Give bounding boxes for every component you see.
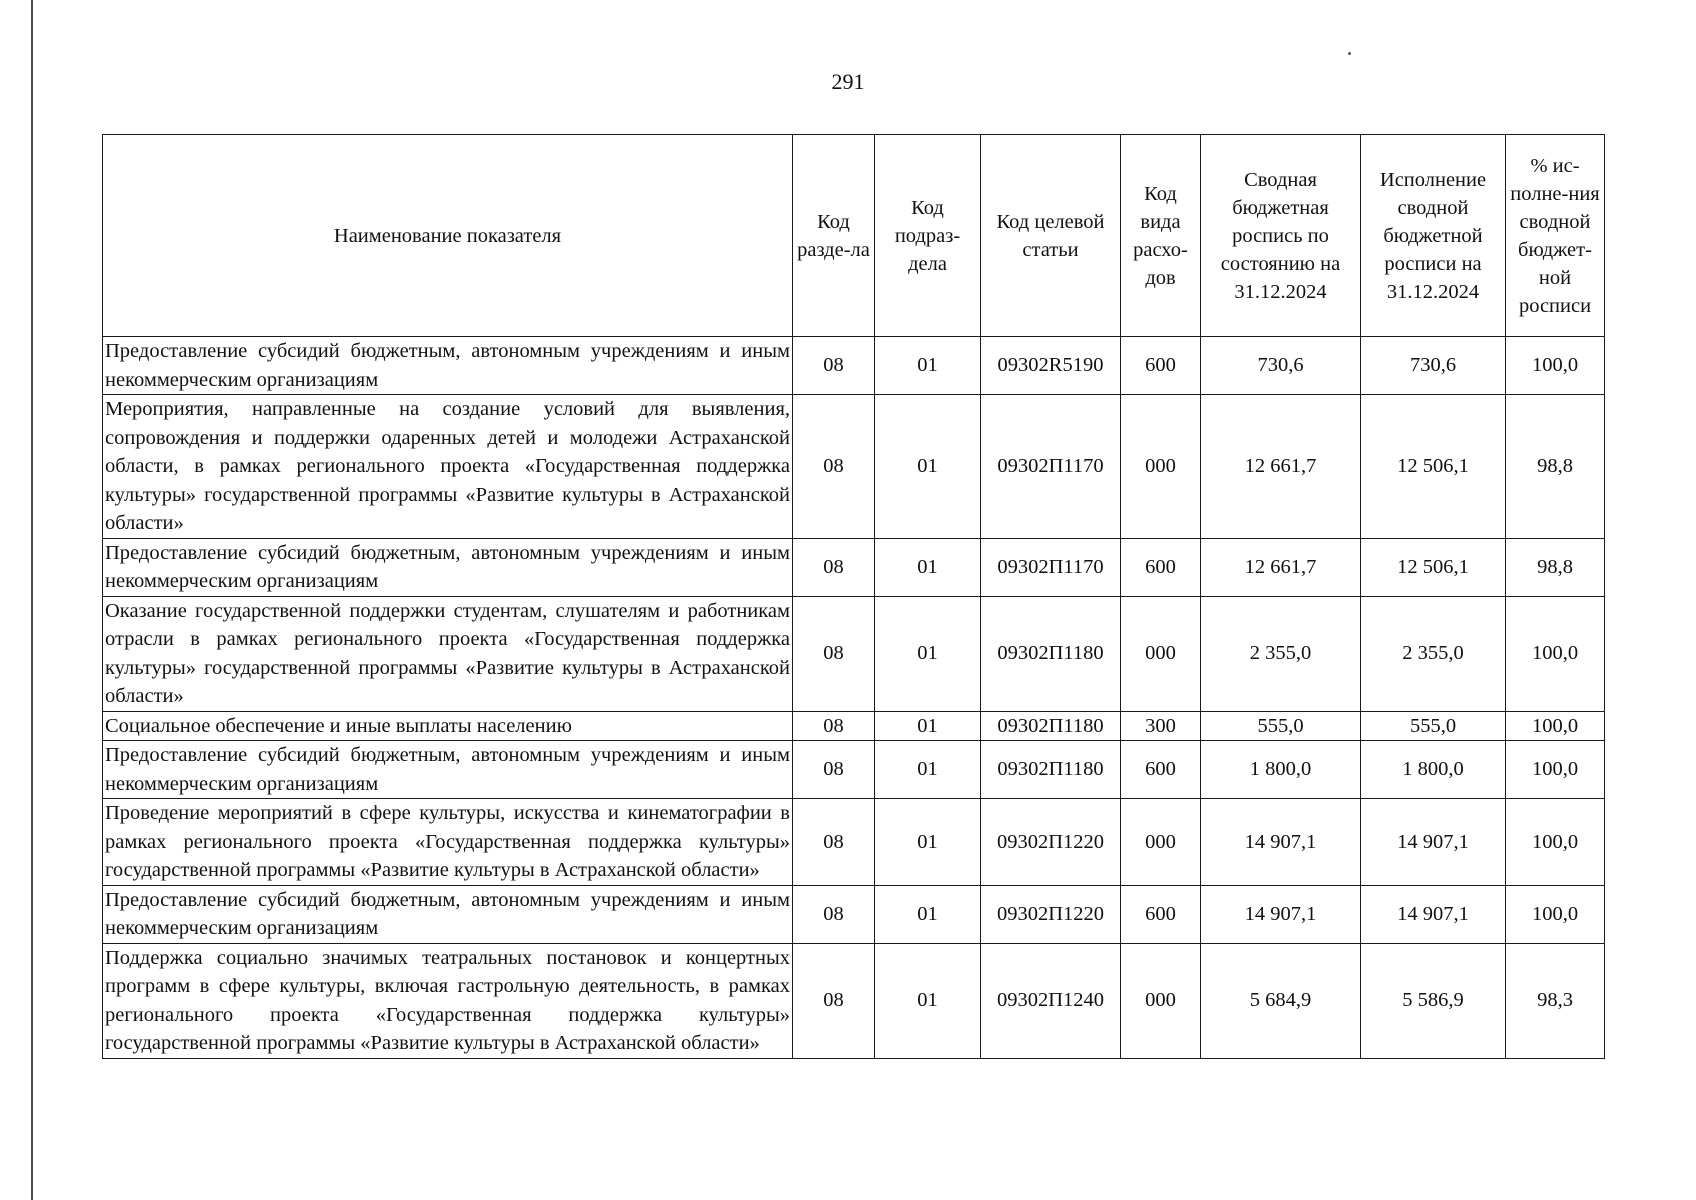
header-executed-budget: Исполнение сводной бюджетной росписи на 31.12.2024	[1361, 135, 1506, 337]
row-executed-budget: 2 355,0	[1361, 596, 1506, 711]
row-name: Оказание государственной поддержки студентам, слушателям и работникам отрасли в рамках регионального проекта «Государственная поддержка культуры» государственной программы «Развитие культуры в Астраханской области»	[103, 596, 793, 711]
row-name: Предоставление субсидий бюджетным, автономным учреждениям и иным некоммерческим организациям	[103, 538, 793, 596]
table-row	[103, 741, 1605, 799]
row-expense-type-code: 000	[1121, 395, 1201, 539]
row-subsection-code: 01	[875, 596, 981, 711]
row-subsection-code: 01	[875, 943, 981, 1058]
row-expense-type-code: 000	[1121, 943, 1201, 1058]
row-expense-type-code: 600	[1121, 885, 1201, 943]
row-expense-type-code: 000	[1121, 596, 1201, 711]
row-execution-percent: 100,0	[1506, 799, 1605, 886]
header-subsection-code: Код подраз-дела	[875, 135, 981, 337]
header-expense-type-code: Код вида расхо-дов	[1121, 135, 1201, 337]
row-section-code: 08	[793, 395, 875, 539]
row-executed-budget: 12 506,1	[1361, 395, 1506, 539]
row-name: Мероприятия, направленные на создание условий для выявления, сопровождения и поддержки одаренных детей и молодежи Астраханской области, в рамках регионального проекта «Государственная поддержка культуры» государственной программы «Развитие культуры в Астраханской области»	[103, 395, 793, 539]
row-executed-budget: 1 800,0	[1361, 741, 1506, 799]
row-section-code: 08	[793, 337, 875, 395]
row-execution-percent: 100,0	[1506, 741, 1605, 799]
row-name: Проведение мероприятий в сфере культуры, искусства и кинематографии в рамках регионального проекта «Государственная поддержка культуры» государственной программы «Развитие культуры в Астраханской области»	[103, 799, 793, 886]
row-target-code: 09302П1240	[981, 943, 1121, 1058]
scan-speck	[1348, 52, 1351, 55]
table-row	[103, 538, 1605, 596]
row-executed-budget: 555,0	[1361, 711, 1506, 741]
page-number: 291	[831, 69, 865, 94]
row-name: Предоставление субсидий бюджетным, автономным учреждениям и иным некоммерческим организациям	[103, 741, 793, 799]
row-subsection-code: 01	[875, 885, 981, 943]
table-row	[103, 596, 1605, 711]
row-planned-budget: 5 684,9	[1201, 943, 1361, 1058]
row-expense-type-code: 000	[1121, 799, 1201, 886]
row-execution-percent: 100,0	[1506, 711, 1605, 741]
header-execution-percent: % ис-полне-ния сводной бюджет-ной росписи	[1506, 135, 1605, 337]
row-section-code: 08	[793, 711, 875, 741]
header-name: Наименование показателя	[103, 135, 793, 337]
row-subsection-code: 01	[875, 799, 981, 886]
row-planned-budget: 1 800,0	[1201, 741, 1361, 799]
row-execution-percent: 98,3	[1506, 943, 1605, 1058]
table-header-row	[103, 135, 1605, 337]
row-subsection-code: 01	[875, 741, 981, 799]
row-section-code: 08	[793, 596, 875, 711]
row-expense-type-code: 300	[1121, 711, 1201, 741]
row-planned-budget: 555,0	[1201, 711, 1361, 741]
table-row	[103, 885, 1605, 943]
row-section-code: 08	[793, 885, 875, 943]
header-target-code: Код целевой статьи	[981, 135, 1121, 337]
row-planned-budget: 12 661,7	[1201, 395, 1361, 539]
row-target-code: 09302П1180	[981, 711, 1121, 741]
row-planned-budget: 730,6	[1201, 337, 1361, 395]
row-execution-percent: 100,0	[1506, 596, 1605, 711]
table-row	[103, 395, 1605, 539]
table-row	[103, 799, 1605, 886]
row-planned-budget: 14 907,1	[1201, 799, 1361, 886]
row-target-code: 09302П1170	[981, 538, 1121, 596]
row-section-code: 08	[793, 943, 875, 1058]
header-planned-budget: Сводная бюджетная роспись по состоянию на 31.12.2024	[1201, 135, 1361, 337]
row-section-code: 08	[793, 741, 875, 799]
row-target-code: 09302П1220	[981, 885, 1121, 943]
row-execution-percent: 100,0	[1506, 337, 1605, 395]
row-expense-type-code: 600	[1121, 337, 1201, 395]
row-subsection-code: 01	[875, 337, 981, 395]
row-execution-percent: 100,0	[1506, 885, 1605, 943]
row-execution-percent: 98,8	[1506, 538, 1605, 596]
scan-edge-line	[31, 0, 33, 1200]
row-name: Социальное обеспечение и иные выплаты населению	[103, 711, 793, 741]
budget-execution-table	[102, 134, 1605, 1059]
row-target-code: 09302П1180	[981, 741, 1121, 799]
row-name: Поддержка социально значимых театральных постановок и концертных программ в сфере культуры, включая гастрольную деятельность, в рамках регионального проекта «Государственная поддержка культуры» государственной программы «Развитие культуры в Астраханской области»	[103, 943, 793, 1058]
row-target-code: 09302R5190	[981, 337, 1121, 395]
row-section-code: 08	[793, 538, 875, 596]
row-section-code: 08	[793, 799, 875, 886]
row-subsection-code: 01	[875, 538, 981, 596]
table-row	[103, 943, 1605, 1058]
header-section-code: Код разде-ла	[793, 135, 875, 337]
row-executed-budget: 12 506,1	[1361, 538, 1506, 596]
row-planned-budget: 12 661,7	[1201, 538, 1361, 596]
row-executed-budget: 730,6	[1361, 337, 1506, 395]
row-name: Предоставление субсидий бюджетным, автономным учреждениям и иным некоммерческим организациям	[103, 337, 793, 395]
row-expense-type-code: 600	[1121, 741, 1201, 799]
row-target-code: 09302П1170	[981, 395, 1121, 539]
row-target-code: 09302П1180	[981, 596, 1121, 711]
row-subsection-code: 01	[875, 395, 981, 539]
row-planned-budget: 14 907,1	[1201, 885, 1361, 943]
row-executed-budget: 5 586,9	[1361, 943, 1506, 1058]
row-executed-budget: 14 907,1	[1361, 799, 1506, 886]
row-name: Предоставление субсидий бюджетным, автономным учреждениям и иным некоммерческим организациям	[103, 885, 793, 943]
row-planned-budget: 2 355,0	[1201, 596, 1361, 711]
table-row	[103, 711, 1605, 741]
row-subsection-code: 01	[875, 711, 981, 741]
row-executed-budget: 14 907,1	[1361, 885, 1506, 943]
row-target-code: 09302П1220	[981, 799, 1121, 886]
row-execution-percent: 98,8	[1506, 395, 1605, 539]
table-row	[103, 337, 1605, 395]
row-expense-type-code: 600	[1121, 538, 1201, 596]
